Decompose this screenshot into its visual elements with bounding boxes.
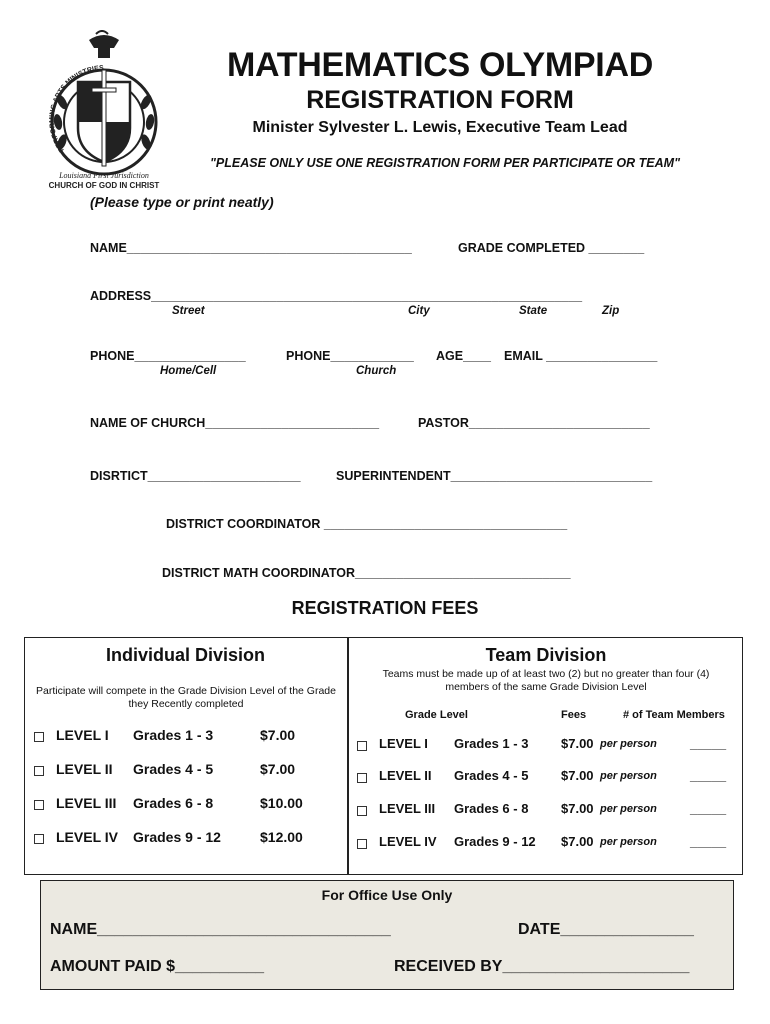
form-subtitle: REGISTRATION FORM [306,86,574,114]
office-date-field[interactable]: DATE_______________ [518,921,694,938]
district-coordinator-field[interactable]: DISTRICT COORDINATOR ___________________________________ [166,517,568,531]
team-lead-line: Minister Sylvester L. Lewis, Executive Team Lead [252,119,628,136]
team-members-blank[interactable]: _____ [690,736,727,751]
team-level-grades: Grades 4 - 5 [454,768,529,783]
fees-divider [347,637,349,875]
individual-level-fee: $7.00 [260,727,296,743]
superintendent-field[interactable]: SUPERINTENDENT_____________________________ [336,469,653,483]
team-members-blank[interactable]: _____ [690,834,727,849]
individual-level-label: LEVEL III [56,795,117,811]
team-level-label: LEVEL II [379,768,432,783]
pastor-field[interactable]: PASTOR__________________________ [418,416,650,430]
team-level-checkbox[interactable] [357,741,367,751]
grade-completed-field[interactable]: GRADE COMPLETED ________ [458,241,645,255]
individual-level-fee: $10.00 [260,795,303,811]
home-phone-field[interactable]: PHONE________________ [90,349,246,363]
address-city-caption: City [408,305,430,317]
office-use-title: For Office Use Only [321,887,453,903]
individual-level-grades: Grades 4 - 5 [133,761,214,777]
individual-level-grades: Grades 1 - 3 [133,727,214,743]
church-phone-caption: Church [356,365,397,377]
team-members-blank[interactable]: _____ [690,801,727,816]
office-amount-paid-field[interactable]: AMOUNT PAID $__________ [50,958,265,975]
team-members-blank[interactable]: _____ [690,768,727,783]
address-state-caption: State [519,305,548,317]
svg-text:PERFORMING ARTS MINISTRIES: PERFORMING ARTS MINISTRIES [48,64,104,153]
individual-level-checkbox[interactable] [34,766,44,776]
form-title: MATHEMATICS OLYMPIAD [227,46,653,84]
church-crest-logo [44,30,164,190]
instruction-text: (Please type or print neatly) [90,194,274,210]
team-level-grades: Grades 9 - 12 [454,834,536,849]
team-level-fee: $7.00 [561,834,594,849]
team-level-label: LEVEL I [379,736,428,751]
individual-level-fee: $7.00 [260,761,296,777]
team-per-person: per person [600,803,657,815]
individual-division-note: Participate will compete in the Grade Division Level of the Grade they Recently completed [36,685,336,710]
individual-level-checkbox[interactable] [34,800,44,810]
team-level-fee: $7.00 [561,801,594,816]
address-zip-caption: Zip [602,305,620,317]
svg-text:Louisiana First Jurisdiction: Louisiana First Jurisdiction [59,171,149,180]
team-division-heading: Team Division [485,645,607,665]
individual-level-checkbox[interactable] [34,732,44,742]
registration-fees-title: REGISTRATION FEES [291,598,479,618]
team-col-members: # of Team Members [623,709,725,721]
team-division-note: Teams must be made up of at least two (2) but no greater than four (4) members of the same Grade Division Level [382,668,710,693]
individual-level-grades: Grades 6 - 8 [133,795,214,811]
team-col-grade-level: Grade Level [405,709,468,721]
church-name-field[interactable]: NAME OF CHURCH_________________________ [90,416,380,430]
individual-level-label: LEVEL II [56,761,113,777]
address-field[interactable]: ADDRESS______________________________________________________________ [90,289,583,303]
team-level-grades: Grades 6 - 8 [454,801,529,816]
team-level-checkbox[interactable] [357,773,367,783]
form-notice: "PLEASE ONLY USE ONE REGISTRATION FORM PER PARTICIPATE OR TEAM" [210,156,680,170]
church-phone-field[interactable]: PHONE____________ [286,349,414,363]
home-cell-caption: Home/Cell [160,365,217,377]
team-level-label: LEVEL IV [379,834,437,849]
office-received-by-field[interactable]: RECEIVED BY_____________________ [394,958,690,975]
individual-level-label: LEVEL I [56,727,109,743]
district-math-coordinator-field[interactable]: DISTRICT MATH COORDINATOR_______________________________ [162,566,571,580]
team-level-fee: $7.00 [561,736,594,751]
team-level-grades: Grades 1 - 3 [454,736,529,751]
individual-level-fee: $12.00 [260,829,303,845]
svg-text:CHURCH OF GOD IN CHRIST: CHURCH OF GOD IN CHRIST [48,181,160,190]
individual-level-checkbox[interactable] [34,834,44,844]
team-per-person: per person [600,836,657,848]
team-level-checkbox[interactable] [357,806,367,816]
individual-level-grades: Grades 9 - 12 [133,829,221,845]
name-field[interactable]: NAME_________________________________________ [90,241,412,255]
individual-division-heading: Individual Division [105,645,266,665]
team-level-fee: $7.00 [561,768,594,783]
team-col-fees: Fees [561,709,587,721]
address-street-caption: Street [172,305,205,317]
email-field[interactable]: EMAIL ________________ [504,349,658,363]
team-level-checkbox[interactable] [357,839,367,849]
district-field[interactable]: DISRTICT______________________ [90,469,301,483]
office-name-field[interactable]: NAME_________________________________ [50,921,391,938]
team-level-label: LEVEL III [379,801,436,816]
team-per-person: per person [600,738,657,750]
team-per-person: per person [600,770,657,782]
age-field[interactable]: AGE____ [436,349,491,363]
individual-level-label: LEVEL IV [56,829,118,845]
